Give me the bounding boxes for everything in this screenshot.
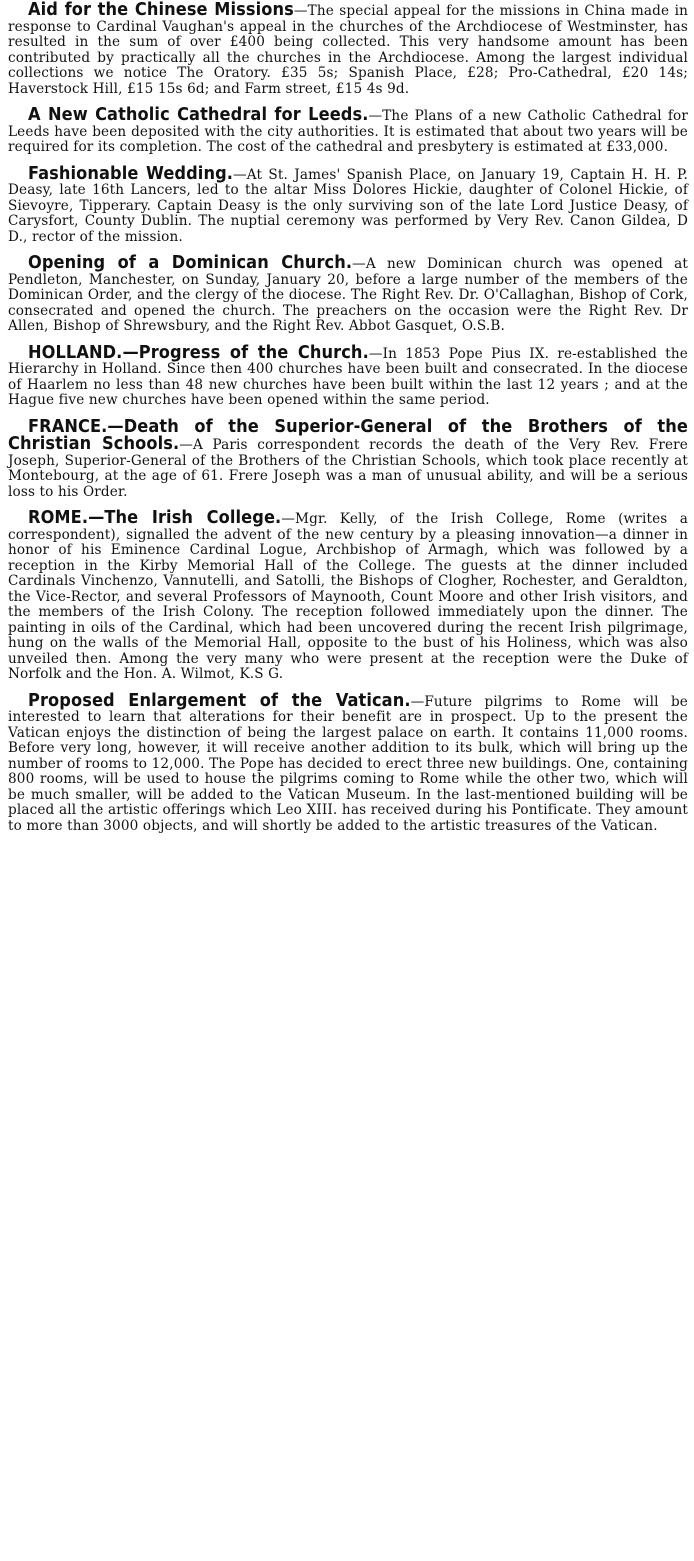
- article-chinese-missions: [8, 2, 688, 97]
- article-vatican-enlargement: [8, 689, 688, 835]
- article-body: —The Plans of a new Catholic Cathedral for Leeds have been deposited with the city authorities. It is estimated that about two years will be required for its completion. The cost of the cathedral and presbytery is estimated at £33,000.: [8, 108, 688, 155]
- article-body: —Mgr. Kelly, of the Irish College, Rome (writes a correspondent), signalled the advent of the new century by a pleasing innovation—a dinner in honor of his Eminence Cardinal Logue, Archbishop of Armagh, which was followed by a reception in the Kirby Memorial Hall of the College. The guests at the dinner included Cardinals Vinchenzo, Vannutelli, and Satolli, the Bishops of Clogher, Rochester, and Geraldton, the Vice-Rector, and several Professors of Maynooth, Count Moore and other Irish visitors, and the members of the Irish Colony. The reception followed immediately upon the dinner. The painting in oils of the Cardinal, which had been uncovered during the recent Irish pilgrimage, hung on the walls of the Memorial Hall, opposite to the bust of his Holiness, which was also unveiled then. Among the very many who were present at the reception were the Duke of Norfolk and the Hon. A. Wilmot, K.S G.: [8, 511, 688, 682]
- article-body: —At St. James' Spanish Place, on January 19, Captain H. H. P. Deasy, late 16th Lancers, led to the altar Miss Dolores Hickie, daughter of Colonel Hickie, of Sievoyre, Tipperary. Captain Deasy is the only surviving son of the late Lord Justice Deasy, of Carysfort, County Dublin. The nuptial ceremony was performed by Very Rev. Canon Gildea, D D., rector of the mission.: [8, 166, 689, 245]
- article-france: [8, 415, 688, 501]
- article-paragraph: [8, 507, 688, 683]
- article-paragraph: [8, 104, 688, 156]
- article-leeds-cathedral: [8, 104, 688, 156]
- article-rome-irish-college: [8, 507, 688, 683]
- article-fashionable-wedding: [8, 162, 689, 246]
- article-paragraph: [8, 689, 688, 835]
- article-body: —Future pilgrims to Rome will be interested to learn that alterations for their benefit are in prospect. Up to the present the Vatican enjoys the distinction of being the largest palace on earth. It contains 11,000 rooms. Before very long, however, it will receive another addition to its bulk, which will bring up the number of rooms to 12,000. The Pope has decided to erect three new buildings. One, containing 800 rooms, will be used to house the pilgrims coming to Rome while the other two, which will be much smaller, will be added to the Vatican Museum. In the last-mentioned building will be placed all the artistic offerings which Leo XIII. has received during his Pontificate. They amount to more than 3000 objects, and will shortly be added to the artistic treasures of the Vatican.: [8, 693, 688, 834]
- article-heading: Proposed Enlargement of the Vatican.: [28, 689, 411, 711]
- article-heading: HOLLAND.—Progress of the Church.: [28, 341, 369, 363]
- article-holland: [8, 341, 689, 409]
- article-heading: FRANCE.—Death of the Superior-General of the Brothers of the Christian Schools.: [8, 415, 688, 454]
- article-heading: A New Catholic Cathedral for Leeds.: [28, 104, 369, 125]
- article-heading: ROME.—The Irish College.: [28, 507, 282, 528]
- article-heading: Aid for the Chinese Missions: [28, 0, 294, 20]
- article-heading: Fashionable Wedding.: [28, 162, 234, 184]
- article-paragraph: [8, 252, 688, 335]
- article-paragraph: [8, 415, 688, 501]
- article-body: —A Paris correspondent records the death of the Very Rev. Frere Joseph, Superior-General of the Brothers of the Christian Schools, which took place recently at Montebourg, at the age of 61. Frere Joseph was a man of unusual ability, and will be a serious loss to his Order.: [8, 437, 688, 500]
- article-body: —The special appeal for the missions in China made in response to Cardinal Vaughan's appeal in the churches of the Archdiocese of Westminster, has resulted in the sum of over £400 being collected. This very handsome amount has been contributed by practically all the churches in the Archdiocese. Among the largest individual collections we notice The Oratory. £35 5s; Spanish Place, £28; Pro-Cathedral, £20 14s; Haverstock Hill, £15 15s 6d; and Farm street, £15 4s 9d.: [8, 3, 688, 97]
- article-paragraph: [8, 2, 688, 97]
- article-paragraph: [8, 162, 689, 246]
- article-body: —A new Dominican church was opened at Pendleton, Manchester, on Sunday, January 20, before a large number of the members of the Dominican Order, and the clergy of the diocese. The Right Rev. Dr. O'Callaghan, Bishop of Cork, consecrated and opened the church. The preachers on the occasion were the Right Rev. Dr Allen, Bishop of Shrewsbury, and the Right Rev. Abbot Gasquet, O.S.B.: [8, 256, 688, 334]
- article-heading: Opening of a Dominican Church.: [28, 252, 353, 273]
- article-body: —In 1853 Pope Pius IX. re-established the Hierarchy in Holland. Since then 400 churches have been built and consecrated. In the diocese of Haarlem no less than 48 new churches have been built within the last 12 years ; and at the Hague five new churches have been opened within the same period.: [8, 345, 689, 408]
- article-paragraph: [8, 341, 689, 409]
- article-dominican-church: [8, 252, 688, 335]
